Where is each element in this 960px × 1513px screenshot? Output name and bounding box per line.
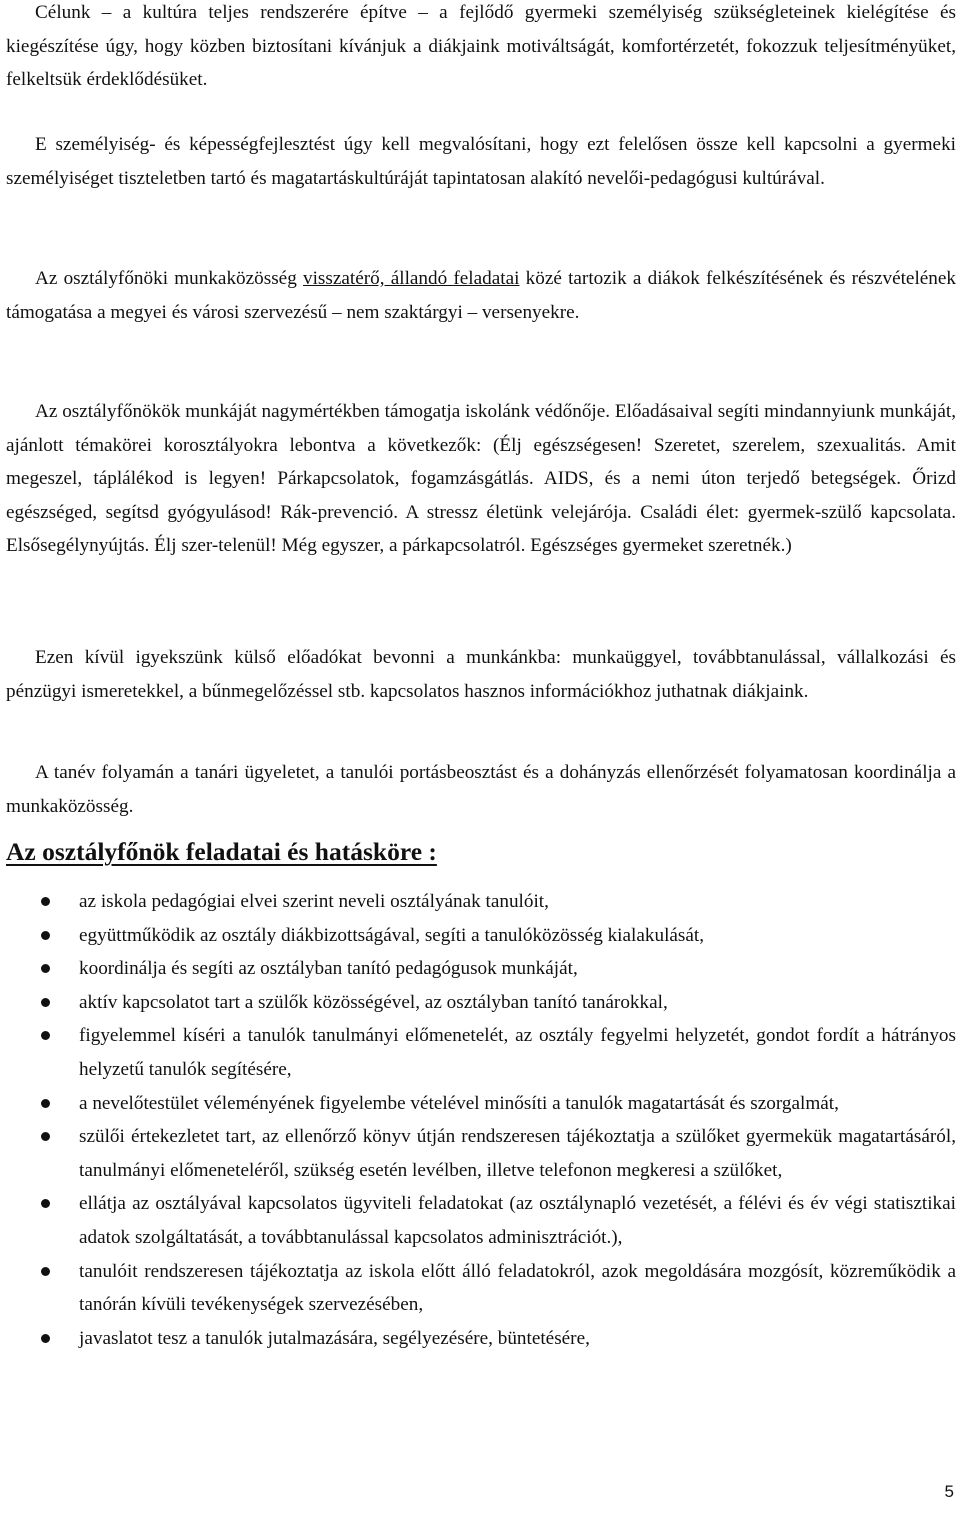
list-item-text: az iskola pedagógiai elvei szerint neveli osztályának tanulóit, [79,891,549,912]
paragraph-coordination: A tanév folyamán a tanári ügyeletet, a tanulói portásbeosztást és a dohányzás ellenőrzését folyamatosan koordinálja a munkaközösség. [6,762,956,817]
list-item-text: javaslatot tesz a tanulók jutalmazására, segélyezésére, büntetésére, [79,1327,590,1349]
bullet-icon [41,1334,50,1343]
list-item-text: tanulóit rendszeresen tájékoztatja az iskola előtt álló feladatokról, azok megoldására mozgósít, közreműködik a tanórán kívüli tevékenységek szervezésében, [79,1260,956,1316]
list-item [6,1255,956,1322]
list-item [6,1087,956,1121]
paragraph-workgroup-tasks-start: Az osztályfőnöki munkaközösség [35,268,303,289]
bullet-icon [41,1267,50,1276]
list-item-text: szülői értekezletet tart, az ellenőrző könyv útján rendszeresen tájékoztatja a szülőket gyermekük magatartásáról, tanulmányi előmeneteléről, szükség esetén levélben, illetve telefonon megkeresi a szülőket, [79,1126,956,1181]
list-item-text: koordinálja és segíti az osztályban tanító pedagógusok munkáját, [79,958,578,980]
list-item-text: a nevelőtestület véleményének figyelembe vételével minősíti a tanulók magatartását és szorgalmát, [79,1092,839,1114]
list-item [6,919,956,953]
list-item [6,885,956,919]
list-item [6,1322,956,1356]
paragraph-workgroup-tasks [6,262,956,329]
page-number: 5 [944,1482,954,1501]
bullet-icon [41,964,50,973]
section-heading: Az osztályfőnök feladatai és hatásköre : [6,837,437,866]
bullet-icon [41,1132,50,1141]
bullet-icon [41,1199,50,1208]
list-item [6,986,956,1020]
tasks-list [6,885,956,1355]
bullet-icon [41,897,50,906]
paragraph-external-lecturers: Ezen kívül igyekszünk külső előadókat bevonni a munkánkba: munkaüggyel, továbbtanulással, vállalkozási és pénzügyi ismeretekkel, a bűnmegelőzéssel stb. kapcsolatos hasznos információkhoz juthatnak diákjaink. [6,647,956,702]
paragraph-health-visitor: Az osztályfőnökök munkáját nagymértékben támogatja iskolánk védőnője. Előadásaival segíti mindannyiunk munkáját, ajánlott témakörei korosztályokra lebontva a következők: (Élj egészségesen! Szeretet, szerelem, szexualitás. Amit megeszel, táplálékod is legyen! Párkapcsolatok, fogamzásgátlás. AIDS, és a nemi úton terjedő betegségek. Őrizd egészséged, segítsd gyógyulásod! Rák-prevenció. A stressz életünk velejárója. Családi élet: gyermek-szülő kapcsolata. Elsősegélynyújtás. Élj szer-telenül! Még egyszer, a párkapcsolatról. Egészséges gyermeket szeretnék.) [6,401,956,557]
list-item-text: figyelemmel kíséri a tanulók tanulmányi előmenetelét, az osztály fegyelmi helyzetét, gondot fordít a hátrányos helyzetű tanulók segítésére, [79,1025,956,1080]
list-item [6,1187,956,1254]
paragraph-personality-development: E személyiség- és képességfejlesztést úgy kell megvalósítani, hogy ezt felelősen össze kell kapcsolni a gyermeki személyiséget tiszteletben tartó és magatartáskultúráját tapintatosan alakító nevelői-pedagógusi kultúrával. [6,134,956,189]
bullet-icon [41,998,50,1007]
list-item [6,1120,956,1187]
list-item-text: együttműködik az osztály diákbizottságával, segíti a tanulóközösség kialakulását, [79,924,705,946]
list-item-text: aktív kapcsolatot tart a szülők közösségével, az osztályban tanító tanárokkal, [79,991,668,1013]
bullet-icon [41,931,50,940]
bullet-icon [41,1099,50,1108]
list-item [6,952,956,986]
list-item-text: ellátja az osztályával kapcsolatos ügyviteli feladatokat (az osztálynapló vezetését, a félévi és év végi statisztikai adatok szolgáltatását, a továbbtanulással kapcsolatos adminisztrációt.), [79,1193,956,1248]
underlined-recurring-tasks: visszatérő, állandó feladatai [303,268,520,289]
bullet-icon [41,1031,50,1040]
paragraph-workgroup-tasks-end: közé tartozik a diákok felkészítésének és részvételének támogatása a megyei és városi szervezésű – nem szaktárgyi – versenyekre. [6,268,957,323]
paragraph-goals: Célunk – a kultúra teljes rendszerére építve – a fejlődő gyermeki személyiség szükségleteinek kielégítése és kiegészítése úgy, hogy közben biztosítani kívánjuk a diákjaink motiváltságát, komfortérzetét, fokozzuk teljesítményüket, felkeltsük érdeklődésüket. [6,2,956,91]
list-item [6,1019,956,1086]
